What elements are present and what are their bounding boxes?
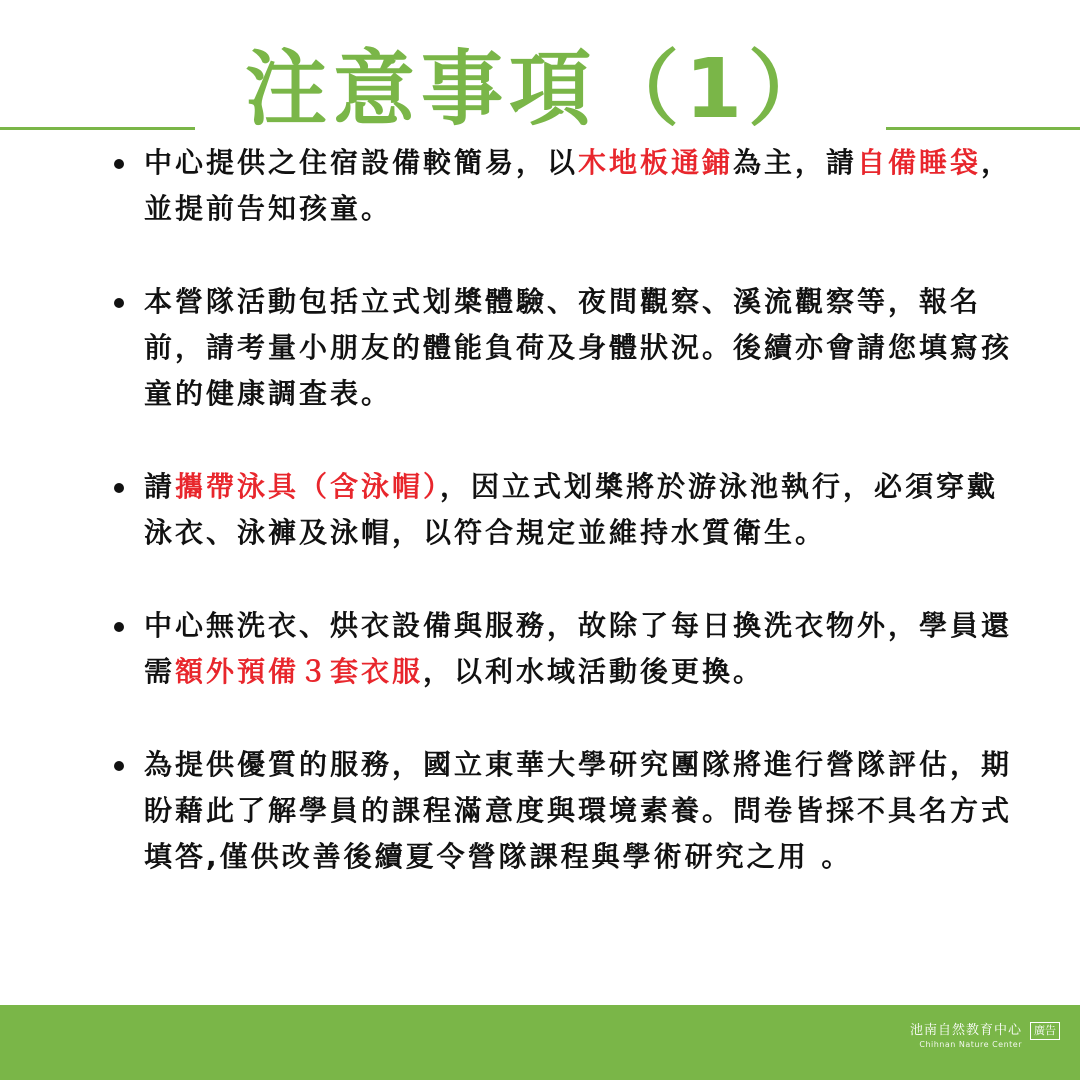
bullet-icon [114, 622, 124, 632]
note-text: ，並提前告知孩童。 [144, 146, 1013, 225]
note-highlight: 自備睡袋 [857, 146, 982, 179]
note-highlight: 攜帶泳具（含泳帽） [175, 470, 441, 503]
bullet-icon [114, 483, 124, 493]
note-highlight: 額外預備３套衣服 [175, 655, 424, 688]
bullet-icon [114, 761, 124, 771]
brand-logo [910, 1023, 1022, 1050]
note-text: 中心無洗衣、烘衣設備與服務，故除了每日換洗衣物外，學員還需 [144, 609, 1013, 688]
note-item [108, 464, 1023, 556]
title-rule-right [886, 127, 1080, 130]
note-item [108, 603, 1023, 695]
note-text: 中心提供之住宿設備較簡易，以 [144, 146, 579, 179]
note-item [108, 140, 1023, 232]
note-text: ，因立式划槳將於游泳池執行，必須穿戴泳衣、泳褲及泳帽，以符合規定並維持水質衛生。 [144, 470, 999, 549]
title-rule-left [0, 127, 195, 130]
brand-name-en: Chihnan Nature Center [919, 1040, 1022, 1049]
note-text: 為提供優質的服務，國立東華大學研究團隊將進行營隊評估，期盼藉此了解學員的課程滿意度與環境素養。問卷皆採不具名方式填答,僅供改善後續夏令營隊課程與學術研究之用 。 [144, 748, 1013, 873]
note-item [108, 279, 1023, 417]
note-text: 為主，請 [733, 146, 858, 179]
note-text: 本營隊活動包括立式划槳體驗、夜間觀察、溪流觀察等，報名前，請考量小朋友的體能負荷及身體狀況。後續亦會請您填寫孩童的健康調查表。 [144, 285, 1013, 410]
bullet-icon [114, 159, 124, 169]
note-item [108, 742, 1023, 880]
bullet-icon [114, 298, 124, 308]
page-title: 注意事項（1） [244, 42, 837, 137]
ad-badge: 廣告 [1030, 1022, 1060, 1040]
brand-name-cn: 池南自然教育中心 [909, 1023, 1022, 1038]
note-text: ，以利水域活動後更換。 [423, 655, 765, 688]
note-text: 請 [144, 470, 176, 503]
footer-bar [0, 1005, 1080, 1080]
note-highlight: 木地板通鋪 [578, 146, 734, 179]
notes-list [108, 140, 1023, 927]
